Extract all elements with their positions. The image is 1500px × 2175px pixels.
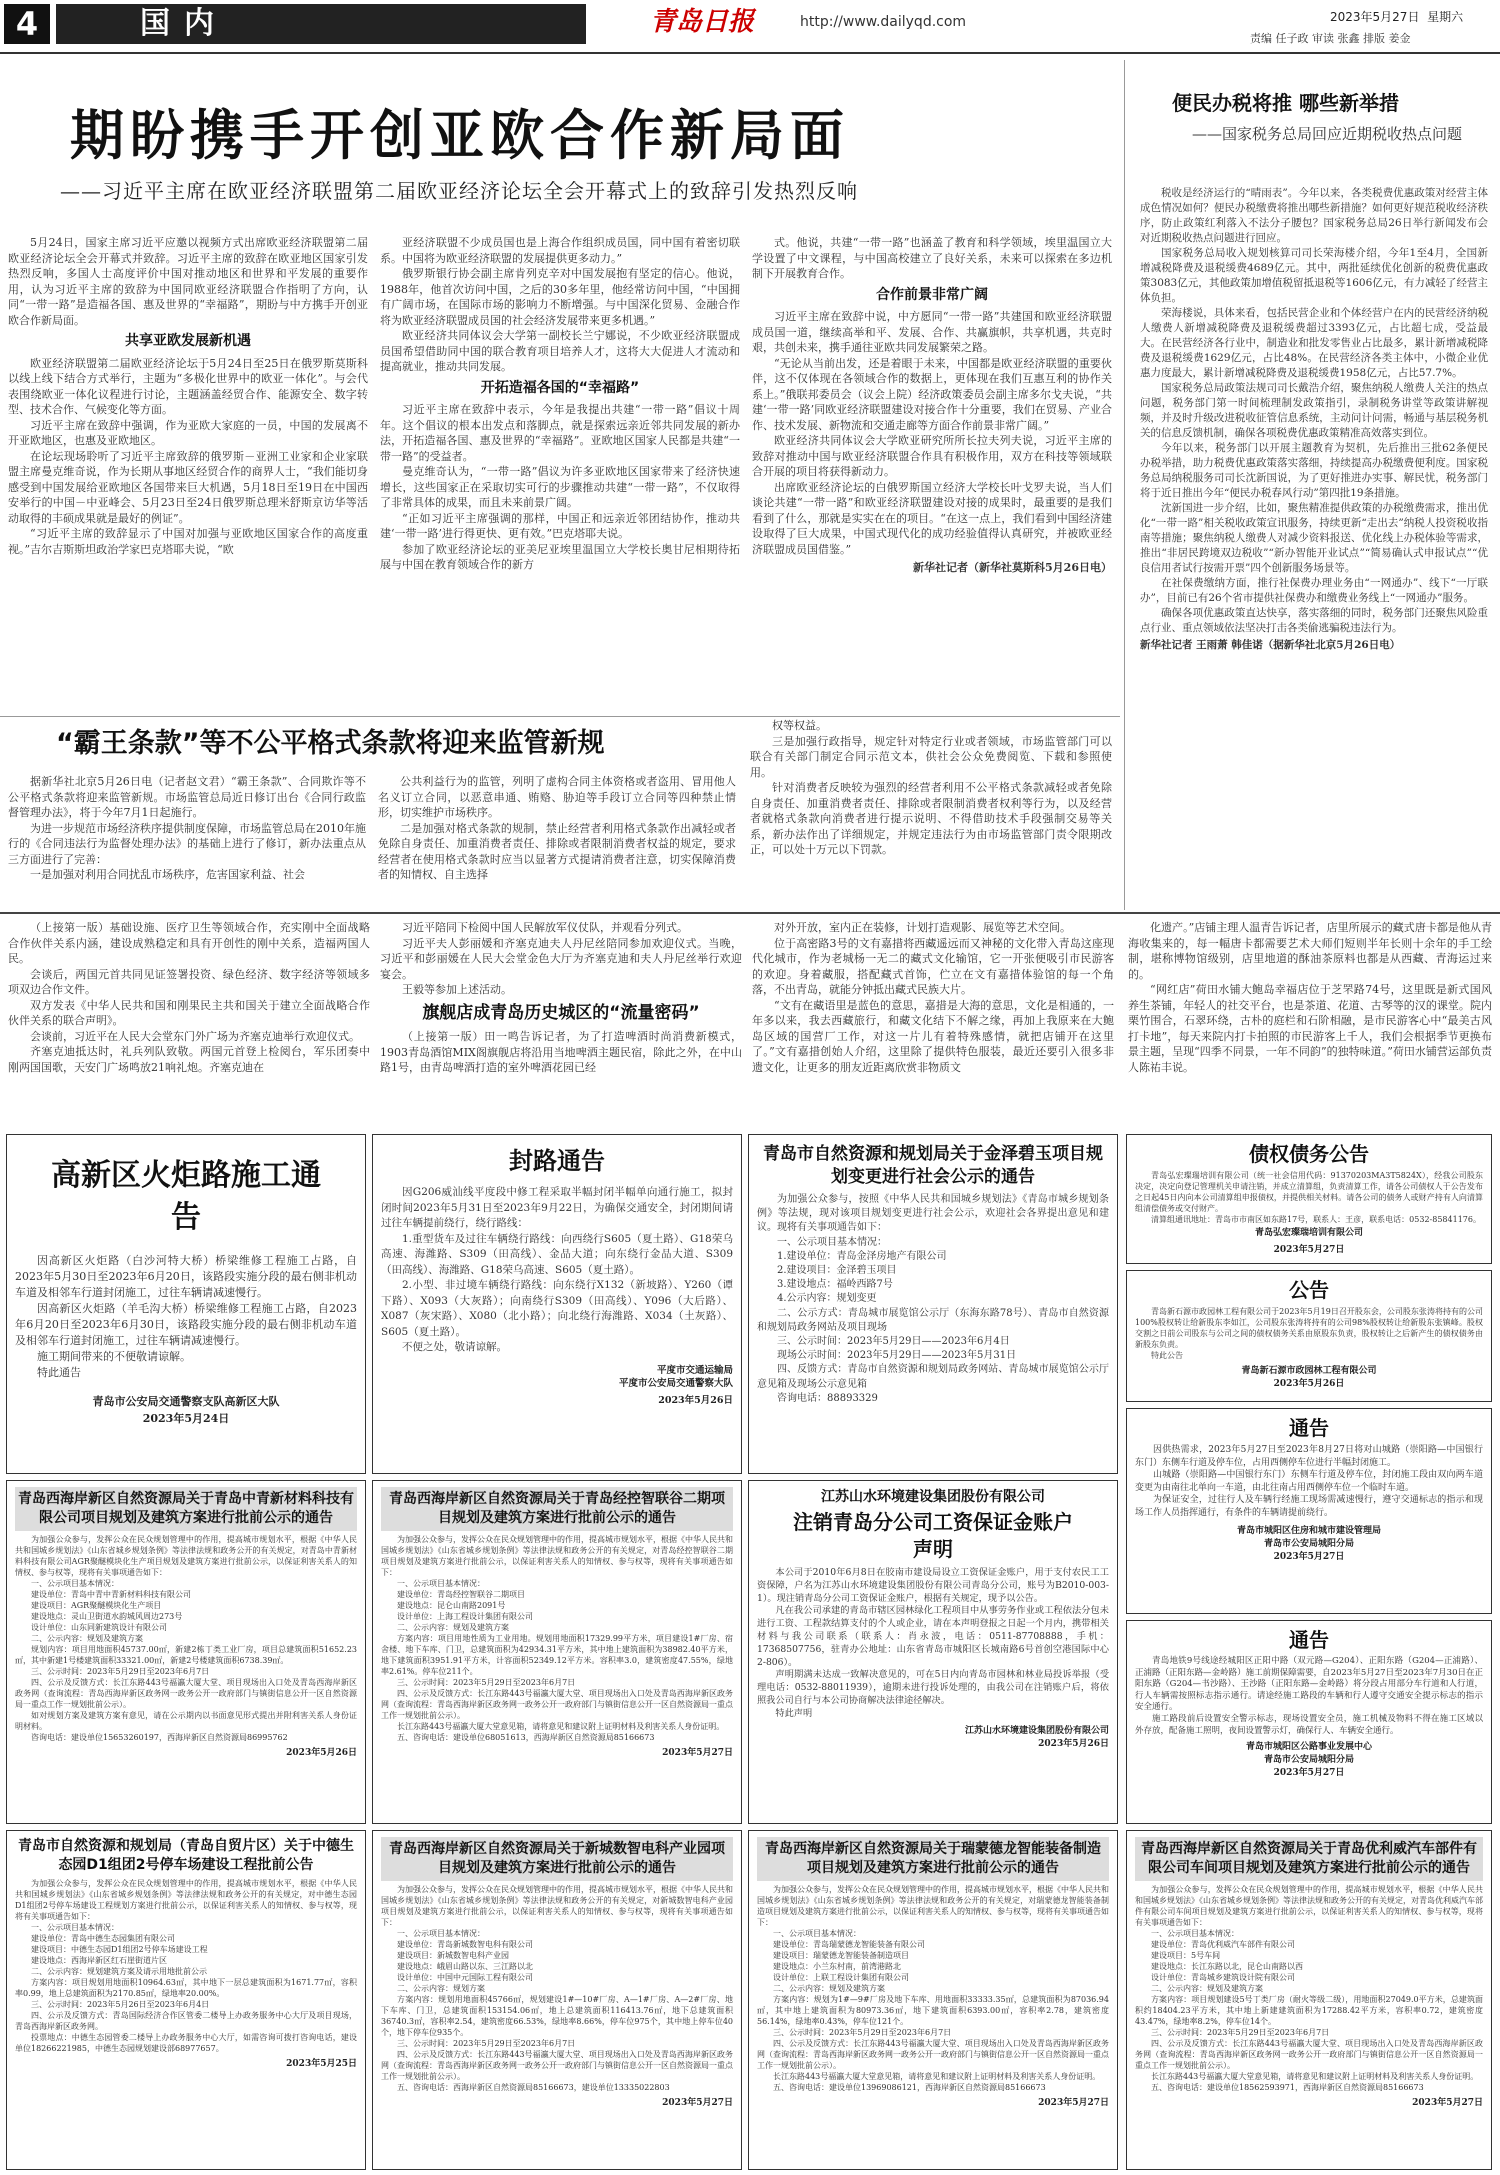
paragraph: 为加强公众参与，按照《中华人民共和国城乡规划法》《青岛市城乡规划条例》等法规，现对该项目规划变更进行社会公示，欢迎社会各界提出意见和建议。现将有关事项通告如下： — [757, 1194, 1109, 1234]
paragraph: 二、公示内容：规划方案 — [397, 1984, 485, 1993]
paragraph: 二、公示内容：规划及建筑方案 — [773, 1984, 885, 1993]
paragraph: 施工路段前后设置安全警示标志，现场设置安全员，施工机械及物料不得在施工区域以外存放，配备施工照明，夜间设置警示灯，确保行人、车辆安全通行。 — [1135, 1713, 1483, 1736]
paragraph: 五、咨询电话：建设单位68051613，西海岸新区自然资源局85166673 — [397, 1733, 655, 1742]
ad-zhixin-notice — [6, 1830, 366, 2170]
continued-col2-paras — [380, 920, 742, 998]
paragraph: 咨询电话：88893329 — [777, 1392, 878, 1404]
paragraph: 一、公示项目基本情况： — [31, 1579, 119, 1588]
paragraph: 为加强公众参与，发挥公众在民众规划管理中的作用，提高城市规划水平，根据《中华人民共和国城乡规划法》《山东省城乡规划条例》等法律法规和政务公开的有关规定，对新城数智电科产业园项目规划及建筑方案进行批前公示，以保证利害关系人的知情权、参与权等，现将有关事项通告如下： — [381, 1885, 733, 1927]
paragraph: 参加了欧亚经济论坛的亚美尼亚埃里温国立大学校长奥甘尼相期待拓展与中国在教育领域合作的新方 — [380, 542, 740, 571]
ad-jinze-title: 青岛市自然资源和规划局关于金泽碧玉项目规划变更进行社会公示的通告 — [763, 1144, 1103, 1187]
ad-gonggao-title: 公告 — [1289, 1278, 1329, 1302]
continued-col1-paras — [8, 920, 370, 1075]
ad-youli-title: 青岛西海岸新区自然资源局关于青岛优利威汽车部件有限公司车间项目规划及建筑方案进行批前公示的通告 — [1135, 1837, 1483, 1881]
paragraph: （上接第一版）基础设施、医疗卫生等领域合作，充实刚中全面战略合作伙伴关系内涵，建设成熟稳定和具有开创性的刚中关系，造福两国人民。 — [8, 921, 370, 965]
ad-gonggao-body — [1135, 1306, 1483, 1361]
lead-subtitle-2: 开拓造福各国的“幸福路” — [480, 379, 640, 396]
ad-jiangsu-date: 2023年5月26日 — [1038, 1738, 1109, 1749]
bawang-col2-paras — [378, 774, 736, 883]
ad-xinshuzhi-date: 2023年5月27日 — [662, 2098, 733, 2108]
paragraph: 为加强公众参与，发挥公众在民众规划管理中的作用，提高城市规划水平，根据《中华人民共和国城乡规划法》《山东省城乡规划条例》等法律法规和政务公开的有关规定，对中德生态园D1组团2号停车场建设工程规划方案进行批前公示，以保证利害关系人的知情权、参与权等，现将有关事项通告如下： — [15, 1879, 357, 1921]
paragraph: 建设项目：新城数智电科产业园 — [397, 1951, 509, 1960]
ad-fenglu-body — [381, 1185, 733, 1356]
paragraph: 建设地点：长江东路以北，昆仑山南路以西 — [1151, 1962, 1303, 1971]
ad-tonggao1-notice — [1126, 1408, 1492, 1614]
paragraph: 特此通告 — [37, 1366, 81, 1379]
paragraph: 权等权益。 — [772, 719, 827, 732]
paragraph: 规划内容：项目用地面积45737.00㎡，新建2栋丁类工业厂房，项目总建筑面积51652.23㎡，其中新建1号楼建筑面积33321.00㎡，新建2号楼建筑面积6738.39㎡。 — [15, 1645, 357, 1665]
ad-jingkong-notice — [372, 1480, 742, 1824]
tax-story — [1132, 60, 1492, 910]
paragraph: 在论坛现场聆听了习近平主席致辞的俄罗斯－亚洲工业家和企业家联盟主席曼克维奇说，作为长期从事地区经贸合作的商界人士，“我们能切身感受到中国发展给亚欧地区各国带来巨大机遇，5月18日至19日在中国西安举行的中国－中亚峰会、5月23日至24日俄罗斯总理米舒斯京访华等活动取得的丰硕成果就是最好的例证”。 — [8, 449, 368, 525]
paragraph: 齐塞克迪抵达时，礼兵列队致敬。两国元首登上检阅台，军乐团奏中刚两国国歌，天安门广场鸣放21响礼炮。齐塞克迪在 — [8, 1045, 370, 1074]
paragraph: 5月24日，国家主席习近平应邀以视频方式出席欧亚经济联盟第二届欧亚经济论坛全会开幕式并致辞。习近平主席的致辞在欧亚地区国家引发热烈反响，多国人士高度评价中国对推动地区和世界和平发展的重要作用，认为习近平主席的致辞为中国同欧亚经济联盟合作指明了方向，认同“一带一路”是造福各国、惠及世界的“幸福路”，期盼与中方携手开创亚欧合作新局面。 — [8, 236, 368, 327]
lead-col-3 — [752, 235, 1112, 710]
ad-jiangsu-body — [757, 1567, 1109, 1721]
ad-jingkong-body — [381, 1534, 733, 1743]
paragraph: 为加强公众参与，发挥公众在民众规划管理中的作用，提高城市规划水平，根据《中华人民共和国城乡规划法》《山东省城乡规划条例》等法律法规和政务公开的有关规定，对瑞蒙德龙智能装备制造项目规划及建筑方案进行批前公示，以保证利害关系人的知情权、参与权等，现将有关事项通告如下： — [757, 1885, 1109, 1927]
paragraph: 三、公示时间：2023年5月29日至2023年6月7日 — [773, 2028, 952, 2037]
paragraph: 因高新区火炬路（羊毛沟大桥）桥梁维修工程施工占路，自2023年6月20日至2023年6月30日，该路段实施分段的最右侧非机动车道及相邻车行道封闭施工，过往车辆请减速慢行。 — [15, 1302, 357, 1347]
paragraph: 声明期满未达成一致解决意见的，可在5日内向青岛市园林和林业局投诉举报（受理电话：0532-88011939），逾期未进行投诉处理的，由我公司在注销账户后，将依照我公司自行与本公司协商解决法律途径解决。 — [757, 1669, 1109, 1706]
paragraph: 一、公示项目基本情况： — [777, 1236, 887, 1248]
ad-jingxin-body — [15, 1534, 357, 1743]
paragraph: 荣海楼说，具体来看，包括民营企业和个体经营户在内的民营经济纳税人缴费人新增减税降费及退税缓费超过3393亿元，占比超七成，受益最大。在民营经济各行业中，制造业和批发零售业占比最多，累计新增减税降费及退税缓费1629亿元，占比48%。在民营经济各类主体中，小微企业优惠力度最大，累计新增减税降费及退税缓费1958亿元，占比57.7%。 — [1140, 307, 1488, 379]
ad-tonggao2-title: 通告 — [1289, 1628, 1329, 1652]
paragraph: 二、公示内容：规划及建筑方案 — [31, 1634, 143, 1643]
ad-zhixin-date: 2023年5月25日 — [286, 2059, 357, 2069]
paragraph: 国家税务总局收入规划核算司司长荣海楼介绍，今年1至4月，全国新增减税降费及退税缓费4689亿元。其中，两批延续优化创新的税费优惠政策3083亿元，其他政策加增值税留抵退税等1606亿元，有力减轻了经营主体负担。 — [1140, 247, 1488, 304]
paragraph: 针对消费者反映较为强烈的经营者利用不公平格式条款减轻或者免除自身责任、加重消费者责任、排除或者限制消费者权利等行为，以及经营者就格式条款向消费者进行提示说明、不得借助技术手段强制交易等关系，新办法作出了详细规定，并规定违法行为由市场监管部门责令限期改正，可以处十万元以下罚款。 — [750, 781, 1112, 856]
paragraph: 据新华社北京5月26日电（记者赵文君）“霸王条款”、合同欺诈等不公平格式条款将迎来监管新规。市场监管总局近日修订出台《合同行政监督管理办法》，将于今年7月1日起施行。 — [8, 775, 366, 819]
paragraph: 建设地点：峨眉山路以东、三江路以北 — [397, 1962, 533, 1971]
ad-tonggao1-title: 通告 — [1289, 1416, 1329, 1440]
paragraph: 一是加强对利用合同扰乱市场秩序，危害国家利益、社会 — [30, 868, 305, 881]
paragraph: 一、公示项目基本情况： — [1151, 1929, 1239, 1938]
paragraph: 1.重型货车及过往车辆绕行路线：向西绕行S605（夏土路）、G18荣乌高速、海潍路、S309（田高线）、金品大道；向东绕行金品大道、S309（田高线）、海潍路、G18荣乌高速、S605（夏土路）。 — [381, 1232, 733, 1276]
paragraph: 四、公示及反馈方式：长江东路443号福瀛大厦大堂、项目现场出入口处及青岛西海岸新区政务网（查询流程：青岛西海岸新区政务网一政务公开一政府部门与镇街信息公开一区自然资源局一重点工作一规划批前公示）。 — [757, 2039, 1109, 2070]
paragraph: 五、咨询电话：西海岸新区自然资源局85166673，建设单位13335022803 — [397, 2083, 670, 2092]
page-number: 4 — [4, 4, 50, 44]
continued-col-3 — [752, 920, 1114, 1124]
paragraph: 亚经济联盟不少成员国也是上海合作组织成员国，同中国有着密切联系。中国将为欧亚经济联盟的发展提供更多动力。” — [380, 236, 740, 265]
paragraph: 咨询电话：建设单位15653260197，西海岸新区自然资源局86995762 — [31, 1733, 288, 1742]
ad-youli-notice — [1126, 1830, 1492, 2170]
paragraph: 欧亚经济联盟第二届欧亚经济论坛于5月24日至25日在俄罗斯莫斯科以线上线下结合方式举行，主题为“多极化世界中的欧亚一体化”。与会代表围绕欧亚一体化议程进行讨论，主题涵盖经贸合作、能源安全、数字转型、技术合作、气候变化等方面。 — [8, 356, 368, 416]
paragraph: 为加强公众参与，发挥公众在民众规划管理中的作用，提高城市规划水平，根据《中华人民共和国城乡规划法》《山东省城乡规划条例》等法律法规和政务公开的有关规定，对青岛中青新材料科技有限公司AGR聚醚模块化生产项目规划及建筑方案进行批前公示，以保证利害关系人的知情权、参与权等，现将有关事项通告如下： — [15, 1535, 357, 1577]
paragraph: 二、公示内容：规划建筑方案及请示用地批前公示 — [31, 1967, 207, 1976]
lead-col1-paras — [8, 235, 368, 328]
paragraph: 曼克维奇认为，“一带一路”倡议为许多亚欧地区国家带来了经济快速增长，这些国家正在采取切实可行的步骤推动共建“一带一路”，不仅取得了非常具体的成果，而且未来前景广阔。 — [380, 465, 740, 509]
bawang-headline: “霸王条款”等不公平格式条款将迎来监管新规 — [56, 728, 605, 759]
ad-jingkong-title: 青岛西海岸新区自然资源局关于青岛经控智联谷二期项目规划及建筑方案进行批前公示的通告 — [381, 1487, 733, 1531]
paragraph: 建设项目：中德生态园D1组团2号停车场建设工程 — [31, 1945, 208, 1954]
paragraph: 建设地点：昆仑山南路2091号 — [397, 1601, 506, 1610]
paragraph: 位于高密路3号的文有嘉措将西藏遥远而又神秘的文化带入青岛这座现代化城市，作为老城杨一无二的藏式文化输馆，它一开张便吸引市民游客的欢迎。身着藏服，搭配藏式首饰，伫立在文有嘉措体验馆的每一个角落，不出青岛，就能分钟抵出藏式民族大片。 — [752, 936, 1114, 996]
paragraph: 建设项目：瑞蒙德龙智能装备制造项目 — [773, 1951, 909, 1960]
section-title: 国内 — [140, 6, 228, 41]
paragraph: 会谈前，习近平在人民大会堂东门外广场为齐塞克迪举行欢迎仪式。 — [30, 1029, 360, 1043]
ad-fenglu-notice — [372, 1134, 742, 1474]
paragraph: 为进一步规范市场经济秩序提供制度保障，市场监管总局在2010年施行的《合同违法行为监督处理办法》的基础上进行了修订，新办法重点从三方面进行了完善： — [8, 821, 366, 866]
paragraph: 建设单位：青岛经控智联谷二期项目 — [397, 1590, 525, 1599]
editors-line: 责编 任子政 审读 张鑫 排版 姜金 — [1250, 32, 1411, 45]
lead-col3-paras — [752, 235, 1112, 282]
lead-byline: 新华社记者（新华社莫斯科5月26日电） — [913, 561, 1112, 574]
paragraph: 一、公示项目基本情况： — [397, 1579, 485, 1588]
ad-huoju-body — [15, 1253, 357, 1381]
ad-ruimeng-date: 2023年5月27日 — [1038, 2098, 1109, 2108]
paragraph: 特此声明 — [775, 1707, 813, 1719]
paper-logo: 青岛日报 — [650, 7, 755, 37]
lead-divider — [1124, 60, 1125, 910]
paragraph: 习近平主席在致辞中强调，作为亚欧大家庭的一员，中国的发展离不开亚欧地区，也惠及亚欧地区。 — [8, 418, 368, 447]
paragraph: 税收是经济运行的“晴雨表”。今年以来，各类税费优惠政策对经营主体成色情况如何？便民办税缴费将推出哪些新措施？如何更好规范税收经济秩序，防止政策红利落入不法分子腰包？国家税务总局26日举行新闻发布会对近期税收热点问题进行回应。 — [1140, 187, 1488, 244]
ad-tonggao2-notice — [1126, 1620, 1492, 1824]
paragraph: 公共利益行为的监管，列明了虚构合同主体资格或者盗用、冒用他人名义订立合同，以恶意串通、贿赂、胁迫等手段订立合同等四种禁止情形，切实维护市场秩序。 — [378, 775, 736, 819]
tax-body — [1140, 186, 1488, 906]
paragraph: 建设单位：青岛瑞蒙德龙智能装备有限公司 — [773, 1940, 925, 1949]
paragraph: 方案内容：项目规划用地面积10964.63㎡，其中地下一层总建筑面积为1671.77㎡，容积率0.99，地上总建筑面积为2170.85㎡，绿地率20.00%。 — [15, 1978, 357, 1998]
ad-fenglu-date: 2023年5月26日 — [658, 1394, 733, 1406]
paragraph: 建设单位：青岛中德生态园集团有限公司 — [31, 1934, 175, 1943]
paragraph: 长江东路443号福瀛大厦大堂意见箱，请将意见和建议附上证明材料及利害关系人身份证明。 — [1151, 2072, 1479, 2081]
ad-ruimeng-body — [757, 1884, 1109, 2093]
ad-jiangsu-notice — [748, 1480, 1118, 1824]
paragraph: 设计单位：上联工程设计集团有限公司 — [773, 1973, 909, 1982]
paragraph: 三是加强行政指导，规定针对特定行业或者领域，市场监管部门可以联合有关部门制定合同示范文本，供社会公众免费阅览、下载和参照使用。 — [750, 734, 1112, 779]
ad-tonggao1-sign: 青岛市城阳区住房和城市建设管理局 青岛市公安局城阳分局 — [1236, 1526, 1381, 1549]
lead-headline: 期盼携手开创亚欧合作新局面 — [70, 104, 850, 167]
paragraph: 习近平夫人彭丽媛和齐塞克迪夫人丹尼丝陪同参加欢迎仪式。当晚，习近平和彭丽媛在人民大会堂金色大厅为齐塞克迪和夫人丹尼丝举行欢迎宴会。 — [380, 936, 742, 981]
paragraph: 清算组通讯地址：青岛市市南区如东路17号，联系人：王彦，联系电话：0532-85841176。 — [1151, 1215, 1481, 1224]
tax-headline: 便民办税将推 哪些新举措 — [1172, 91, 1399, 115]
lead-col-1 — [8, 235, 368, 710]
paragraph: 五、咨询电话：建设单位13969086121，西海岸新区自然资源局85166673 — [773, 2083, 1046, 2092]
lead-subtitle-1: 共享亚欧发展新机遇 — [125, 333, 251, 349]
bawang-col1-paras — [8, 774, 366, 883]
continued-col4-paras — [1128, 920, 1492, 1075]
paragraph: 青岛地铁9号线途经城阳区正阳中路（双元路—G204）、正阳东路（G204—正浦路）、正浦路（正阳东路—金岭路）施工前期保障需要，自2023年5月27日至2023年7月30日在正阳东路（G204—书沙路）、王沙路（正阳东路—金岭路）将分段占用部分车行道和人行道，行人车辆需按照标志指示通行。请途经施工路段的车辆和行人遵守交通安全提示标志的指示安全通行。 — [1135, 1656, 1483, 1713]
paragraph: 方案内容：规划为1#—9#厂房及地下车库、用地面积33333.35㎡，总建筑面积为87036.94㎡，其中地上建筑面积为80973.36㎡，地下建筑面积6393.00㎡，容积率2.78，建筑密度56.14%，绿地率0.43%，停车位121个。 — [757, 1995, 1109, 2026]
paragraph: 建设地点：灵山卫街道水韵城风周边273号 — [31, 1612, 183, 1621]
paragraph: 设计单位：青岛城乡建筑设计院有限公司 — [1151, 1973, 1295, 1982]
ad-zhaiquan-title: 债权债务公告 — [1249, 1142, 1369, 1166]
paragraph: 方案内容：项目规划建设5号丁类厂房（耐火等级二级），用地面积27049.0平方米，总建筑面积约18404.23平方米，其中地上新建建筑面积为17288.42平方米，容积率0.72，建筑密度43.47%，绿地率8.2%，停车位14个。 — [1135, 1995, 1483, 2026]
paragraph: 出席欧亚经济论坛的白俄罗斯国立经济大学校长叶戈罗夫说，当人们谈论共建“一带一路”和欧亚经济联盟建设对接的成果时，最重要的是我们看到了什么，那就是实实在在的项目。“在这一点上，我们看到中国经济建设取得了巨大成果，中国式现代化的成功经验值得认真研究，并被欧亚经济联盟成员国借鉴。” — [752, 480, 1112, 556]
paragraph: 为保证安全，过往行人及车辆行经施工现场需减速慢行，遵守交通标志的指示和现场工作人员指挥通行，有条件的车辆请提前绕行。 — [1135, 1495, 1483, 1518]
paragraph: 方案内容：规划用地面积45766㎡，规划建设1#—10#厂房、A—1#厂房、A—2#厂房、地下车库、门卫，总建筑面积153154.06㎡，地上总建筑面积116413.76㎡，地下总建筑面积36740.3㎡，容积率2.54，建筑密度66.53%，绿地率8.66%，停车位975个，其中地上停车位40个，地下停车位935个。 — [381, 1995, 733, 2037]
ad-ruimeng-title: 青岛西海岸新区自然资源局关于瑞蒙德龙智能装备制造项目规划及建筑方案进行批前公示的通告 — [757, 1837, 1109, 1881]
ad-jingxin-date: 2023年5月26日 — [286, 1748, 357, 1758]
ad-gonggao-date: 2023年5月26日 — [1273, 1379, 1345, 1389]
paragraph: 欧亚经济共同体议会大学欧亚研究所所长拉夫列夫说，习近平主席的致辞对推动中国与欧亚经济联盟合作具有积极作用，双方在科技等领域联合开展的项目将获得新动力。 — [752, 434, 1112, 478]
paragraph: 现场公示时间：2023年5月29日——2023年5月31日 — [777, 1350, 1017, 1362]
paragraph: 三、公示时间：2023年5月29日——2023年6月4日 — [777, 1336, 1010, 1348]
tax-subhead: ——国家税务总局回应近期税收热点问题 — [1192, 125, 1463, 143]
paragraph: 因高新区火炬路（白沙河特大桥）桥梁维修工程施工占路，自2023年5月30日至2023年6月20日，该路段实施分段的最右侧非机动车道及相邻车行道封闭施工，过往车辆请减速慢行。 — [15, 1254, 357, 1299]
ad-jinze-body — [757, 1193, 1109, 1406]
paragraph: “无论从当前出发，还是着眼于未来，中国都是欧亚经济联盟的重要伙伴，这不仅体现在各领域合作的数据上，更体现在我们互惠互利的协作关系上。”俄联邦委员会（议会上院）经济政策委员会副主席多尔戈夫说，“共建‘一带一路’同欧亚经济联盟建设对接合作十分重要，我们在贸易、产业合作、技术发展、新物流和交通走廊等方面合作前景非常广阔。” — [752, 356, 1112, 432]
paragraph: 二、公示内容：规划及建筑方案 — [397, 1623, 509, 1632]
paragraph: 建设地点：小兰东村南，前湾港路北 — [773, 1962, 901, 1971]
ad-jiangsu-title2: 注销青岛分公司工资保证金账户声明 — [793, 1510, 1073, 1561]
paragraph: 设计单位：山东同新建筑设计有限公司 — [31, 1623, 167, 1632]
paragraph: 建设地点：西海岸新区红石崖街道片区 — [31, 1956, 167, 1965]
continued-col-2 — [380, 920, 742, 1124]
paragraph: 四、公示及反馈方式：长江东路443号福瀛大厦大堂、项目现场出入口处及青岛西海岸新区政务网（查询流程：青岛西海岸新区政务网一政务公开一政府部门与镇街信息公开一区自然资源局一重点工作一规划批前公示）。 — [15, 1678, 357, 1709]
paragraph: 沈新国进一步介绍，比如，聚焦精准提供政策的办税缴费需求，推出优化“一带一路”相关税收政策宣讯服务，持续更新“走出去”纳税人投资税收指南等措施；聚焦纳税人缴费人对减少资料报送、优化线上办税体验等需求，推出“非居民跨境双边税收”“新办智能开业试点”“简易确认式申报试点”“优良信用者试行按需开票”四个创新服务场景等。 — [1140, 502, 1488, 574]
paragraph: 四、公示及反馈方式：长江东路443号福瀛大厦大堂、项目现场出入口处及青岛西海岸新区政务网（查询流程：青岛西海岸新区政务网一政务公开一政府部门与镇街信息公开一区自然资源局一重点工作一规划批前公示）。 — [381, 2050, 733, 2081]
paragraph: 四、反馈方式：青岛市自然资源和规划局政务网站、青岛城市展览馆公示厅意见箱及现场公示意见箱 — [757, 1364, 1109, 1390]
paragraph: 为加强公众参与，发挥公众在民众规划管理中的作用，提高城市规划水平，根据《中华人民共和国城乡规划法》《山东省城乡规划条例》等法律法规和政务公开的有关规定，对青岛优利威汽车部件有限公司车间项目规划及建筑方案进行批前公示，以保证利害关系人的知情权、参与权等，现将有关事项通告如下： — [1135, 1885, 1483, 1927]
paragraph: “网红店”荷田水铺大鲍岛幸福店位于芝罘路74号，这里既是新式国风养生茶铺，年轻人的社交平台，也是茶道、花道、古琴等的汉的课堂。院内栗竹围合，石翠环绕，古朴的庭栏和石阶相融，是市民游客心中“最美古风打卡地”，每天来院内打卡拍照的市民游客上千人，我们会根据季节更换布景主题，呈现“四季不同景，一年不同韵”的独特味道。”荷田水铺营运部负责人陈祐丰说。 — [1128, 983, 1492, 1074]
paragraph: 二、公示方式：青岛城市展览馆公示厅（东海东路78号）、青岛市自然资源和规划局政务网站及项目现场 — [757, 1307, 1109, 1333]
lead-col2-paras — [380, 235, 740, 375]
issue-date — [1330, 8, 1463, 25]
continued-stories — [0, 916, 1500, 1128]
paragraph: 二、公示内容：规划及建筑方案 — [1151, 1984, 1263, 1993]
lead-subhead: ——习近平主席在欧亚经济联盟第二届欧亚经济论坛全会开幕式上的致辞引发热烈反响 — [60, 179, 858, 203]
lead-col-2 — [380, 235, 740, 710]
bawang-top-rule — [0, 716, 1120, 717]
paragraph: 本公司于2010年6月8日在胶南市建设局设立工资保证金账户，用于支付农民工工资保障，户名为江苏山水环境建设集团股份有限公司青岛分公司，账号为B2010-003-1）。现注销青岛分公司工资保证金账户，根据有关规定，现予以公告。 — [757, 1567, 1109, 1604]
ad-xinshuzhi-title: 青岛西海岸新区自然资源局关于新城数智电科产业园项目规划及建筑方案进行批前公示的通告 — [381, 1837, 733, 1881]
paragraph: 欧亚经济共同体议会大学第一副校长兰宁娜说，不少欧亚经济联盟成员国希望借助同中国的联合教育项目培养人才，这将大大促进人才流动和提高就业，推动共同发展。 — [380, 329, 740, 373]
paragraph: 1.建设单位：青岛金泽房地产有限公司 — [777, 1250, 947, 1262]
paragraph: 双方发表《中华人民共和国和刚果民主共和国关于建立全面战略合作伙伴关系的联合声明》。 — [8, 998, 370, 1027]
paragraph: 2.建设项目：金泽碧玉项目 — [777, 1265, 897, 1277]
page-header — [0, 0, 1500, 50]
continued-top-rule — [0, 912, 1500, 914]
ad-jingkong-date: 2023年5月27日 — [662, 1748, 733, 1758]
lead-story — [0, 60, 1118, 715]
paragraph: 不便之处，敬请谅解。 — [402, 1341, 507, 1353]
tax-byline: 新华社记者 王雨萧 韩佳诺（据新华社北京5月26日电） — [1140, 639, 1401, 651]
paragraph: “习近平主席的致辞显示了中国对加强与亚欧地区国家合作的高度重视。”吉尔吉斯斯坦政治学家巴克塔耶夫说，“欧 — [8, 527, 368, 556]
bawang-story — [0, 718, 1118, 908]
paragraph: 三、公示时间：2023年5月29日至2023年6月7日 — [31, 1667, 210, 1676]
ad-zhixin-title: 青岛市自然资源和规划局（青岛自贸片区）关于中德生态园D1组团2号停车场建设工程批前公告 — [18, 1838, 354, 1873]
paragraph: 四、公示及反馈方式：青岛国际经济合作区管委二楼导上办政务服务中心大厅及项目现场，青岛西海岸新区政务网。 — [15, 2011, 357, 2031]
paragraph: 为加强公众参与，发挥公众在民众规划管理中的作用，提高城市规划水平，根据《中华人民共和国城乡规划法》《山东省城乡规划条例》等法律法规和政务公开的有关规定，对青岛经控智联谷二期项目规划及建筑方案进行批前公示，以保证利害关系人的知情权、参与权等，现将有关事项通告如下： — [381, 1535, 733, 1577]
paragraph: 设计单位：上海工程设计集团有限公司 — [397, 1612, 533, 1621]
paragraph: 四、公示及反馈方式：长江东路443号福瀛大厦大堂、项目现场出入口处及青岛西海岸新区政务网（查询流程：青岛西海岸新区政务网一政务公开一政府部门与镇街信息公开一区自然资源局一重点工作一规划批前公示）。 — [1135, 2039, 1483, 2070]
paragraph: 三、公示时间：2023年5月29日至2023年6月7日 — [397, 1678, 576, 1687]
lead-col1b-paras — [8, 356, 368, 558]
paragraph: 2.小型、非过境车辆绕行路线：向东绕行X132（新坡路）、Y260（谭下路）、X093（大灰路）；向南绕行S309（田高线）、Y096（大后路）、X087（灰宋路）、X080（北小路）；向北绕行海潍路、X034（土灰路）、S605（夏土路）。 — [381, 1279, 733, 1338]
continued-subtitle: 旗舰店成青岛历史城区的“流量密码” — [422, 1002, 700, 1023]
paragraph: 式。他说，共建“一带一路”也涵盖了教育和科学领域，埃里温国立大学设置了中文课程，与中国高校建立了良好关系，未来可以探索在多边机制下开展教育合作。 — [752, 236, 1112, 280]
paragraph: 青岛弘宏璨瑞培训有限公司（统一社会信用代码：91370203MA3T5824X），经我公司股东决定，决定向登记管理机关申请注销，并成立清算组，负责清算工作，请各公司债权人于公告发布之日起45日内向本公司清算组申报债权，并提供相关材料。请各公司的债务人或财产持有人向清算组清偿债务或交付财产。 — [1135, 1171, 1483, 1213]
ad-tonggao2-date: 2023年5月27日 — [1273, 1768, 1345, 1779]
continued-col-4 — [1128, 920, 1492, 1124]
paragraph: 习近平主席在致辞中说，中方愿同“一带一路”共建国和欧亚经济联盟成员国一道，继续高举和平、发展、合作、共赢旗帜，共享机遇，共克时艰，共创未来，携手通往亚欧共同发展繁荣之路。 — [752, 310, 1112, 354]
continued-col2b-paras — [380, 1029, 742, 1076]
paragraph: 习近平陪同下检阅中国人民解放军仪仗队，并观看分列式。 — [402, 921, 688, 934]
paragraph: 建设项目：AGR聚醚模块化生产项目 — [31, 1601, 162, 1610]
lead-col2b-paras — [380, 402, 740, 573]
ad-huoju-notice — [6, 1134, 366, 1474]
paragraph: 3.建设地点：福岭西路7号 — [777, 1279, 893, 1291]
paragraph: 特此公告 — [1151, 1351, 1183, 1360]
ad-xinshuzhi-notice — [372, 1830, 742, 2170]
ad-jinze-notice — [748, 1134, 1118, 1474]
paragraph: 4.公示内容：规划变更 — [777, 1293, 877, 1305]
lead-col3b-paras — [752, 309, 1112, 557]
paragraph: 如对规划方案及建筑方案有意见，请在公示期内以书面意见形式提出并附利害关系人身份证明材料。 — [15, 1711, 357, 1731]
paragraph: 化遗产。”店铺主理人温青告诉记者，店里所展示的藏式唐卡都是他从青海收集来的，每一幅唐卡都需要艺术大师们短则半年长则十余年的手工绘制，堪称博物馆级别，店里地道的酥油茶原料也都是从西藏、青海运过来的。 — [1128, 921, 1492, 981]
paragraph: 建设单位：青岛新城数智电科有限公司 — [397, 1940, 533, 1949]
ad-huoju-date: 2023年5月24日 — [142, 1412, 230, 1425]
ad-gonggao-notice — [1126, 1270, 1492, 1402]
ad-jiangsu-sign: 江苏山水环境建设集团股份有限公司 — [964, 1725, 1109, 1736]
paragraph: 长江东路443号福瀛大厦大堂意见箱，请将意见和建议附上证明材料及利害关系人身份证明。 — [773, 2072, 1101, 2081]
date-text: 2023年5月27日 — [1330, 10, 1420, 24]
ad-tonggao1-body — [1135, 1444, 1483, 1519]
ad-jiangsu-title1: 江苏山水环境建设集团股份有限公司 — [821, 1489, 1045, 1505]
ad-zhaiquan-sign: 青岛弘宏璨瑞培训有限公司 — [1254, 1228, 1363, 1238]
paragraph: 建设单位：青岛中青中青新材料科技有限公司 — [31, 1590, 191, 1599]
ad-jingxin-title: 青岛西海岸新区自然资源局关于青岛中青新材料科技有限公司项目规划及建筑方案进行批前公示的通告 — [15, 1487, 357, 1531]
paragraph: 建设单位：青岛优利威汽车部件有限公司 — [1151, 1940, 1295, 1949]
paragraph: 投票地点：中德生态园管委二楼导上办政务服务中心大厅，如需咨询可拨打咨询电话，建设单位18266221985，中德生态园规划建设部68977657。 — [15, 2033, 357, 2053]
paragraph: “文有在藏语里是蓝色的意思，嘉措是大海的意思，文化是相通的，一年多以来，我去西藏旅行，和藏文化结下不解之缘，再加上我原来在大鲍岛区域的国营厂工作，对这一片儿有着特殊感情，就把店铺开在这里了。”文有嘉措创始人介绍，这里除了提供特色服装，最近还要引入很多非遗文化，让更多的朋友近距离欣赏非物质文 — [752, 998, 1114, 1074]
bawang-col-1 — [8, 774, 366, 904]
paragraph: 长江东路443号福瀛大厦大堂意见箱，请将意见和建议附上证明材料及利害关系人身份证明。 — [397, 1722, 725, 1731]
paragraph: 四、公示及反馈方式：长江东路443号福瀛大厦大堂、项目现场出入口处及青岛西海岸新区政务网（查询流程：青岛西海岸新区政务网一政务公开一政府部门与镇街信息公开一区自然资源局一重点工作一规划批前公示）。 — [381, 1689, 733, 1720]
paragraph: 建设项目：5号车间 — [1151, 1951, 1221, 1960]
weekday-text: 星期六 — [1427, 10, 1464, 24]
paragraph: 因供热需求，2023年5月27日至2023年8月27日将对山城路（崇阳路—中国银行东门）东侧车行道及停车位，占用西侧停车位进行半幅封闭施工。 — [1135, 1445, 1483, 1468]
ad-gonggao-sign: 青岛新石源市政园林工程有限公司 — [1241, 1366, 1377, 1376]
paragraph: 会谈后，两国元首共同见证签署投资、绿色经济、数字经济等领域多项双边合作文件。 — [8, 967, 370, 996]
paragraph: 三、公示时间：2023年5月29日至2023年6月7日 — [397, 2039, 576, 2048]
bawang-col-3 — [750, 718, 1112, 904]
ad-fenglu-title: 封路通告 — [509, 1147, 605, 1175]
paragraph: 一、公示项目基本情况： — [31, 1923, 119, 1932]
paragraph: 凡在我公司承建的青岛市辖区园林绿化工程项目中从事劳务作业或工程依法分包未进行工资、工程款结算支付的个人或企业，请在本声明登报之日起一个月内，携带相关材料与我公司联系（联系人：肖永波，电话：0511-87708888，手机：17368507756，驻青办公地址：山东省青岛市城阳区长城南路6号首创空港国际中心2-806）。 — [757, 1605, 1109, 1668]
ad-youli-date: 2023年5月27日 — [1412, 2098, 1483, 2108]
paragraph: 三、公示时间：2023年5月29日至2023年6月7日 — [1151, 2028, 1330, 2037]
paragraph: 山城路（崇阳路—中国银行东门）东侧车行道及停车位，封闭施工段由双向两车道变更为由南往北单向一车道，由北往南占用西侧停车位一个临时车道。 — [1135, 1470, 1483, 1493]
paragraph: 习近平主席在致辞中表示，今年是我提出共建“一带一路”倡议十周年。这个倡议的根本出发点和落脚点，就是探索远亲近邻共同发展的新办法，开拓造福各国、惠及世界的“幸福路”。亚欧地区国家人民都是共建“一带一路”的受益者。 — [380, 403, 740, 463]
ad-fenglu-sign: 平度市交通运输局 平度市公安局交通警察大队 — [618, 1364, 733, 1389]
paragraph: 确保各项优惠政策直达快享，落实落细的同时，税务部门还聚焦风险重点行业、重点领域依法坚决打击各类偷逃骗税违法行为。 — [1140, 607, 1488, 634]
paragraph: 青岛新石源市政园林工程有限公司于2023年5月19日召开股东会，公司股东张涛将持有的公司100%股权转让给新股东李如江，公司股东张涛将持有的公司98%股权转让给新股东张镇峰。股权交割之日前公司股东与公司之间的债权债务关系由原股东负责，股权转让之后新产生的债权债务由新股东负责。 — [1135, 1307, 1483, 1349]
paragraph: 俄罗斯银行协会副主席肯列克辛对中国发展抱有坚定的信心。他说，1988年，他首次访问中国，之后的30多年里，他经常访问中国，“中国拥有广阔市场，在国际市场的影响力不断增强。与中国深化贸易、金融合作将为欧亚经济联盟成员国的社会经济发展带来更多机遇。” — [380, 267, 740, 327]
paragraph: 方案内容：项目用地性质为工业用地。规划用地面积17329.99平方米，项目建设1#厂房、宿舍楼、地下车库、门卫，总建筑面积为42934.31平方米，其中地上建筑面积为38982.40平方米，地下建筑面积3951.91平方米，计容面积52349.12平方米。容积率3.0，建筑密度47.55%，绿地率2.61%。停车位211个。 — [381, 1634, 733, 1676]
paragraph: 三、公示时间：2023年5月26日至2023年6月4日 — [31, 2000, 210, 2009]
paragraph: （上接第一版）田一鸣告诉记者，为了打造啤酒时尚消费新模式，1903青岛酒馆MIX阁旗舰店将沿用当地啤酒主题民宿，除此之外，在中山路1号，由青岛啤酒打造的室外啤酒花园已经 — [380, 1030, 742, 1074]
paper-url: http://www.dailyqd.com — [800, 14, 967, 30]
paragraph: 设计单位：中国中元国际工程有限公司 — [397, 1973, 533, 1982]
bawang-col-2 — [378, 774, 736, 904]
ad-zhaiquan-date: 2023年5月27日 — [1273, 1245, 1345, 1255]
continued-col-1 — [8, 920, 370, 1124]
paragraph: 王毅等参加上述活动。 — [402, 983, 512, 996]
paragraph: 一、公示项目基本情况： — [773, 1929, 861, 1938]
ad-ruimeng-notice — [748, 1830, 1118, 2170]
continued-col3-paras — [752, 920, 1114, 1075]
ad-tonggao2-body — [1135, 1656, 1483, 1737]
paragraph: 今年以来，税务部门以开展主题教育为契机，先后推出三批62条便民办税举措，助力税费优惠政策落实落细，持续提高办税缴费便利度。国家税务总局纳税服务司司长沈新国说，为了更好推进办实事、解民忧，税务部门将于近日推出今年“便民办税春风行动”第四批19条措施。 — [1140, 442, 1488, 499]
bawang-col3-paras — [750, 718, 1112, 858]
paragraph: 五、咨询电话：建设单位18562593971，西海岸新区自然资源局85166673 — [1151, 2083, 1424, 2092]
ad-zhaiquan-body — [1135, 1170, 1483, 1225]
ad-huoju-title: 高新区火炬路施工通告 — [51, 1158, 321, 1235]
paragraph: 施工期间带来的不便敬请谅解。 — [37, 1350, 191, 1363]
paragraph: 对外开放，室内正在装修，计划打造观影、展览等艺术空间。 — [774, 921, 1071, 934]
ad-tonggao2-sign: 青岛市城阳区公路事业发展中心 青岛市公安局城阳分局 — [1245, 1742, 1372, 1766]
ad-xinshuzhi-body — [381, 1884, 733, 2093]
ad-huoju-sign: 青岛市公安局交通警察支队高新区大队 — [92, 1395, 280, 1408]
paragraph: 二是加强对格式条款的规制，禁止经营者利用格式条款作出减轻或者免除自身责任、加重消费者责任、排除或者限制消费者权益的规定，要求经营者在使用格式条款时应当以显著方式提请消费者注意，切实保障消费者的知情权、自主选择 — [378, 821, 736, 881]
tax-paras — [1140, 186, 1488, 636]
ad-youli-body — [1135, 1884, 1483, 2093]
paragraph: “正如习近平主席强调的那样，中国正和远亲近邻团结协作，推动共建‘一带一路’进行得更快、更有效。”巴克塔耶夫说。 — [380, 511, 740, 540]
ad-jingxin-notice — [6, 1480, 366, 1824]
lead-subtitle-3: 合作前景非常广阔 — [876, 286, 988, 303]
paragraph: 国家税务总局政策法规司司长戴浩介绍，聚焦纳税人缴费人关注的热点问题，税务部门第一时间梳理制发政策指引，录制税务讲堂等政策讲解视频，并及时升级改进税收征管信息系统，主动问计问需，畅通与基层税务机关的信息反馈机制，确保各项税费优惠政策精准高效落实到位。 — [1140, 382, 1488, 439]
ad-tonggao1-date: 2023年5月27日 — [1273, 1552, 1345, 1562]
paragraph: 因G206威汕线平度段中修工程采取半幅封闭半幅单向通行施工，拟封闭时间2023年5月31日至2023年9月22日，为确保交通安全，封闭期间请过往车辆提前绕行，绕行路线： — [381, 1186, 733, 1229]
ad-zhaiquan-notice — [1126, 1134, 1492, 1264]
header-rule — [0, 52, 1500, 54]
ad-zhixin-body — [15, 1878, 357, 2054]
paragraph: 一、公示项目基本情况： — [397, 1929, 485, 1938]
section-banner — [56, 4, 586, 44]
paragraph: 在社保费缴纳方面，推行社保费办理业务由“一网通办”、线下“一厅联办”，目前已有26个省市提供社保费办和缴费业务线上“一网通办”服务。 — [1140, 577, 1488, 604]
